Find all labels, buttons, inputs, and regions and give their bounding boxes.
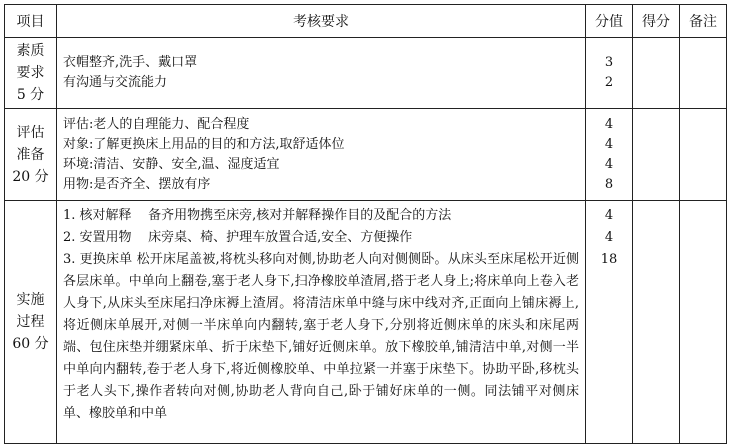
grading-table [4,4,727,444]
category-line: 评估 [16,124,45,141]
category-line: 素质 [16,43,45,59]
score-cell [586,109,633,201]
category-cell [5,38,57,109]
score-cell [586,201,633,444]
obtained-cell [633,201,680,444]
remark-cell [680,201,727,444]
score-value: 4 [604,230,614,245]
score-value: 4 [604,116,614,132]
category-line: 过程 [16,314,45,330]
requirement-line: 对象:了解更换床上用品的目的和方法,取舒适体位 [63,136,345,152]
requirement-cell [57,38,586,109]
requirement-line: 衣帽整齐,洗手、戴口罩 [63,55,198,70]
score-value: 4 [604,156,614,172]
score-cell [586,38,633,109]
remark-cell [680,109,727,201]
category-line: 要求 [16,65,45,81]
requirement-line: 环境:清洁、安静、安全,温、湿度适宜 [63,156,280,172]
table-row [5,201,727,444]
header-obtained: 得分 [633,5,680,38]
requirement-line: 2. 安置用物 床旁桌、椅、护理车放置合适,安全、方便操作 [63,230,413,245]
score-value: 2 [604,75,614,90]
header-item: 项目 [5,5,57,38]
requirement-cell [57,109,586,201]
obtained-cell [633,109,680,201]
category-line: 实施 [16,292,45,308]
requirement-line: 1. 核对解释 备齐用物携至床旁,核对并解释操作目的及配合的方法 [63,208,452,223]
category-line: 5 分 [16,87,45,103]
table-row [5,109,727,201]
score-value: 18 [600,252,618,267]
requirement-paragraph: 3. 更换床单 松开床尾盖被,将枕头移向对侧,协助老人向对侧侧卧。从床头至床尾松开近侧各层床单。中单向上翻卷,塞于老人身下,扫净橡胶单渣屑,搭于老人身上;将床单向上卷入老人身下,从床头至床尾扫净床褥上渣屑。将清洁床单中缝与床中线对齐,正面向上铺床褥上,将近侧床单展开,对侧一半床单向内翻转,塞于老人身下,分别将近侧床单的床头和床尾两端、包住床垫并绷紧床单、折于床垫下,铺好近侧床单。放下橡胶单,铺清洁中单,对侧一半中单向内翻转,卷于老人身下,将近侧橡胶单、中单拉紧一并塞于床垫下。协助平卧,移枕头于老人头下,操作者转向对侧,协助老人背向自己,卧于铺好床单的一侧。同法铺平对侧床单、橡胶单和中单 [63,252,579,421]
obtained-cell [633,38,680,109]
category-cell [5,201,57,444]
header-remark: 备注 [680,5,727,38]
score-value: 3 [604,55,614,70]
requirement-cell [57,201,586,444]
header-requirement: 考核要求 [57,5,586,38]
requirement-line: 有沟通与交流能力 [63,75,168,90]
requirement-line: 用物:是否齐全、摆放有序 [63,176,211,192]
category-cell [5,109,57,201]
score-value: 8 [604,176,614,192]
header-score: 分值 [586,5,633,38]
category-line: 准备 [16,146,45,163]
remark-cell [680,38,727,109]
header-row [5,5,727,38]
score-value: 4 [604,208,614,223]
score-value: 4 [604,136,614,152]
table-row [5,38,727,109]
category-line: 20 分 [12,168,49,185]
requirement-line: 评估:老人的自理能力、配合程度 [63,116,250,132]
category-line: 60 分 [12,336,49,352]
